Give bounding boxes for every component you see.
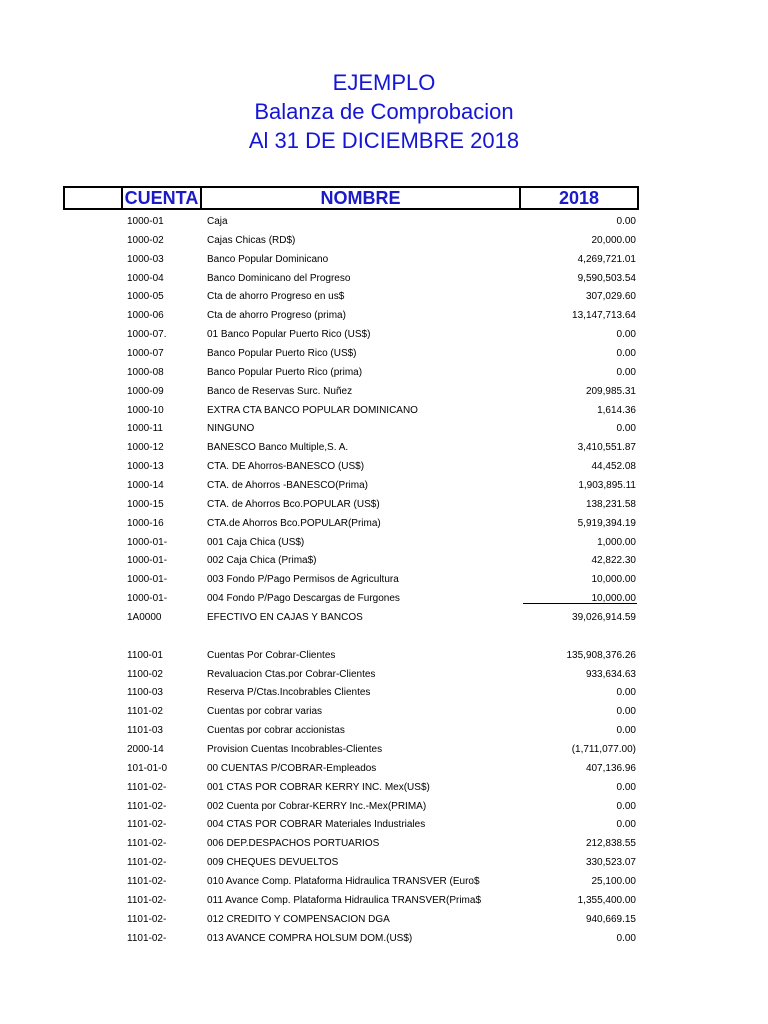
account-amount: 0.00 xyxy=(616,366,636,378)
account-code: 1101-02- xyxy=(127,913,167,925)
account-code: 1000-01- xyxy=(127,536,168,548)
table-row xyxy=(0,363,768,382)
account-code: 1101-02- xyxy=(127,894,167,906)
account-amount: 10,000.00 xyxy=(591,593,636,604)
account-amount: 0.00 xyxy=(616,348,636,359)
table-row xyxy=(0,910,768,929)
account-code: 1101-02- xyxy=(127,857,167,869)
account-code: 1000-15 xyxy=(127,498,164,510)
account-code: 1000-06 xyxy=(127,310,164,322)
account-code: 1000-16 xyxy=(127,517,164,529)
account-code: 101-01-0 xyxy=(127,762,168,774)
table-row xyxy=(0,853,768,872)
table-row xyxy=(0,740,768,759)
header-blank-cell xyxy=(63,186,121,210)
account-amount: 135,908,376.26 xyxy=(566,649,636,661)
account-amount: 138,231.58 xyxy=(585,498,636,510)
account-name: CTA. DE Ahorros-BANESCO (US$) xyxy=(207,461,365,473)
account-code: 1000-05 xyxy=(127,291,164,303)
table-row xyxy=(0,665,768,684)
account-amount: 39,026,914.59 xyxy=(572,611,636,623)
account-amount: 5,919,394.19 xyxy=(577,517,636,529)
account-code: 1101-02 xyxy=(127,706,163,718)
account-amount: 0.00 xyxy=(616,423,636,435)
column-header-2018: 2018 xyxy=(521,186,639,210)
table-row xyxy=(0,815,768,834)
account-amount: 9,590,503.54 xyxy=(577,272,636,284)
table-row xyxy=(0,589,768,608)
account-name: Caja xyxy=(207,216,228,227)
account-amount: 0.00 xyxy=(616,687,636,699)
account-code: 1101-02- xyxy=(127,932,167,944)
document-subtitle: Balanza de Comprobacion xyxy=(254,99,514,124)
account-name: EXTRA CTA BANCO POPULAR DOMINICANO xyxy=(207,404,418,416)
account-amount: 1,903,895.11 xyxy=(578,479,636,491)
account-name: CTA.de Ahorros Bco.POPULAR(Prima) xyxy=(207,517,381,529)
account-code: 1000-02 xyxy=(127,234,164,246)
account-code: 1A0000 xyxy=(127,611,162,623)
account-name: BANESCO Banco Multiple,S. A. xyxy=(207,442,349,454)
table-row xyxy=(0,797,768,816)
account-code: 1101-02- xyxy=(127,875,167,887)
column-header-cuenta: CUENTA xyxy=(121,186,202,210)
account-amount: 4,269,721.01 xyxy=(577,253,636,265)
account-amount: 0.00 xyxy=(616,781,636,793)
account-amount: 0.00 xyxy=(616,800,636,812)
account-amount: 0.00 xyxy=(616,706,636,718)
account-amount: 20,000.00 xyxy=(591,234,636,246)
account-name: 004 Fondo P/Pago Descargas de Furgones xyxy=(207,593,400,604)
table-row xyxy=(0,778,768,797)
account-amount: 407,136.96 xyxy=(585,762,636,774)
account-amount: 25,100.00 xyxy=(591,875,636,887)
table-row xyxy=(0,401,768,420)
account-code: 1101-02- xyxy=(127,781,167,793)
account-amount: 13,147,713.64 xyxy=(572,310,636,322)
account-code: 1000-01 xyxy=(127,216,164,227)
account-name: Cajas Chicas (RD$) xyxy=(207,234,296,246)
account-name: 003 Fondo P/Pago Permisos de Agricultura xyxy=(207,574,399,586)
account-code: 1000-11 xyxy=(127,423,163,435)
account-name: Provision Cuentas Incobrables-Clientes xyxy=(207,744,383,755)
account-name: NINGUNO xyxy=(207,423,255,435)
table-row xyxy=(0,250,768,269)
account-name: Revaluacion Ctas.por Cobrar-Clientes xyxy=(207,668,376,680)
account-amount: 0.00 xyxy=(616,819,636,831)
table-row xyxy=(0,344,768,363)
account-amount: 0.00 xyxy=(616,329,636,341)
table-row xyxy=(0,759,768,778)
account-amount: 0.00 xyxy=(616,216,636,227)
account-code: 1000-12 xyxy=(127,442,164,454)
account-code: 1101-02- xyxy=(127,800,167,812)
account-code: 1000-13 xyxy=(127,461,164,473)
account-name: 001 Caja Chica (US$) xyxy=(207,536,305,548)
account-amount: (1,711,077.00) xyxy=(571,744,636,755)
account-code: 1000-07 xyxy=(127,348,164,359)
account-name: 01 Banco Popular Puerto Rico (US$) xyxy=(207,329,371,341)
table-row xyxy=(0,551,768,570)
account-code: 1000-08 xyxy=(127,366,164,378)
account-amount: 42,822.30 xyxy=(591,555,636,567)
account-name: 011 Avance Comp. Plataforma Hidraulica TRANSVER(Prima$ xyxy=(207,894,482,906)
table-row xyxy=(0,834,768,853)
account-name: 004 CTAS POR COBRAR Materiales Industriales xyxy=(207,819,426,831)
account-code: 1000-07. xyxy=(127,329,167,341)
table-row xyxy=(0,683,768,702)
table-row xyxy=(0,608,768,627)
account-code: 1101-02- xyxy=(127,838,167,850)
account-amount: 1,355,400.00 xyxy=(577,894,636,906)
account-name: CTA. de Ahorros Bco.POPULAR (US$) xyxy=(207,498,380,510)
account-amount: 10,000.00 xyxy=(591,574,636,586)
account-code: 1101-03 xyxy=(127,725,163,737)
account-amount: 212,838.55 xyxy=(585,838,636,850)
account-code: 1000-01- xyxy=(127,593,168,604)
account-amount: 940,669.15 xyxy=(585,913,636,925)
table-row xyxy=(0,702,768,721)
table-row xyxy=(0,438,768,457)
account-amount: 1,614.36 xyxy=(597,404,636,416)
account-name: Banco Popular Dominicano xyxy=(207,253,329,265)
table-row xyxy=(0,325,768,344)
account-name: Cta de ahorro Progreso en us$ xyxy=(207,291,345,303)
table-row xyxy=(0,287,768,306)
table-row xyxy=(0,269,768,288)
account-name: Reserva P/Ctas.Incobrables Clientes xyxy=(207,687,371,699)
account-amount: 44,452.08 xyxy=(591,461,636,473)
account-name: 002 Caja Chica (Prima$) xyxy=(207,555,317,567)
account-name: CTA. de Ahorros -BANESCO(Prima) xyxy=(207,479,368,491)
account-name: Banco Popular Puerto Rico (US$) xyxy=(207,348,357,359)
table-row xyxy=(0,721,768,740)
document-date: Al 31 DE DICIEMBRE 2018 xyxy=(248,128,520,153)
table-row xyxy=(0,212,768,231)
account-code: 1000-04 xyxy=(127,272,164,284)
account-name: Cta de ahorro Progreso (prima) xyxy=(207,310,346,322)
account-name: 001 CTAS POR COBRAR KERRY INC. Mex(US$) xyxy=(207,781,430,793)
account-name: 002 Cuenta por Cobrar-KERRY Inc.-Mex(PRIMA) xyxy=(207,800,427,812)
account-amount: 933,634.63 xyxy=(585,668,636,680)
table-row xyxy=(0,872,768,891)
account-name: Banco Dominicano del Progreso xyxy=(207,272,351,284)
account-code: 1000-03 xyxy=(127,253,164,265)
account-name: Banco de Reservas Surc. Nuñez xyxy=(207,385,353,397)
account-amount: 307,029.60 xyxy=(585,291,636,303)
table-row xyxy=(0,533,768,552)
column-header-nombre: NOMBRE xyxy=(202,186,521,210)
account-amount: 0.00 xyxy=(616,932,636,944)
account-name: 012 CREDITO Y COMPENSACION DGA xyxy=(207,913,390,925)
account-name: Cuentas por cobrar varias xyxy=(207,706,323,718)
account-code: 1100-03 xyxy=(127,687,163,699)
account-name: EFECTIVO EN CAJAS Y BANCOS xyxy=(207,611,363,623)
account-code: 1100-01 xyxy=(127,649,163,661)
account-name: 009 CHEQUES DEVUELTOS xyxy=(207,857,339,869)
account-code: 1000-01- xyxy=(127,555,168,567)
table-row xyxy=(0,306,768,325)
account-code: 1101-02- xyxy=(127,819,167,831)
subtotal-rule xyxy=(523,603,637,604)
account-code: 1000-10 xyxy=(127,404,164,416)
table-row xyxy=(0,929,768,948)
table-row xyxy=(0,514,768,533)
account-name: 010 Avance Comp. Plataforma Hidraulica TRANSVER (Euro$ xyxy=(207,875,480,887)
table-row xyxy=(0,457,768,476)
account-name: 00 CUENTAS P/COBRAR-Empleados xyxy=(207,762,377,774)
account-amount: 3,410,551.87 xyxy=(577,442,636,454)
account-amount: 330,523.07 xyxy=(585,857,636,869)
account-name: 013 AVANCE COMPRA HOLSUM DOM.(US$) xyxy=(207,932,413,944)
account-code: 1000-01- xyxy=(127,574,168,586)
table-row xyxy=(0,231,768,250)
table-row xyxy=(0,382,768,401)
document-title: EJEMPLO xyxy=(332,70,436,95)
account-code: 1000-14 xyxy=(127,479,164,491)
table-row xyxy=(0,891,768,910)
account-amount: 0.00 xyxy=(616,725,636,737)
account-name: Cuentas por cobrar accionistas xyxy=(207,725,345,737)
account-code: 2000-14 xyxy=(127,744,164,755)
account-name: Cuentas Por Cobrar-Clientes xyxy=(207,649,336,661)
account-code: 1100-02 xyxy=(127,668,163,680)
table-row xyxy=(0,419,768,438)
table-row xyxy=(0,476,768,495)
account-amount: 1,000.00 xyxy=(597,536,636,548)
account-code: 1000-09 xyxy=(127,385,164,397)
account-amount: 209,985.31 xyxy=(585,385,636,397)
table-row xyxy=(0,495,768,514)
account-name: Banco Popular Puerto Rico (prima) xyxy=(207,366,363,378)
account-name: 006 DEP.DESPACHOS PORTUARIOS xyxy=(207,838,380,850)
table-row xyxy=(0,646,768,665)
table-row xyxy=(0,570,768,589)
